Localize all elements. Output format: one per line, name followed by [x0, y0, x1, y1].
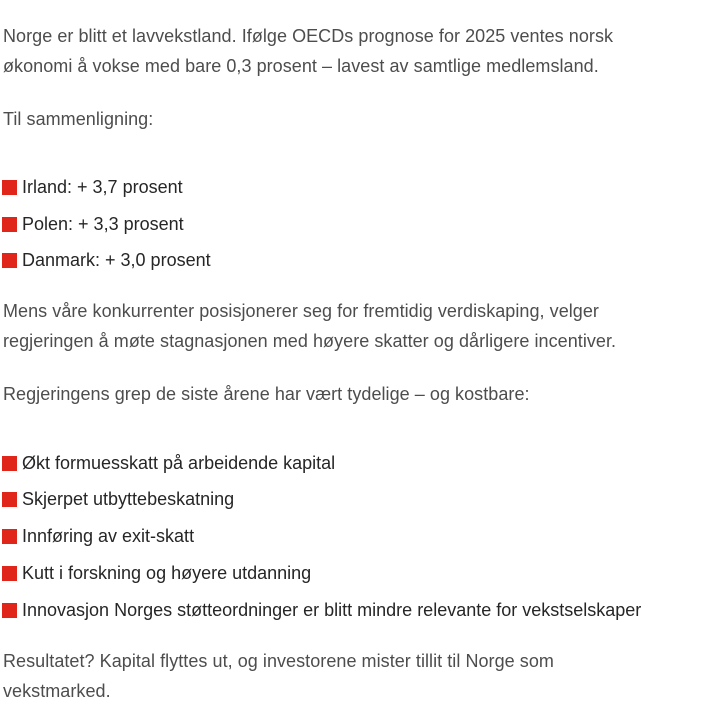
- list-item-text: Økt formuesskatt på arbeidende kapital: [22, 452, 336, 473]
- list-item-text: Kutt i forskning og høyere utdanning: [22, 562, 312, 583]
- list-item-text: Irland: + 3,7 prosent: [22, 176, 183, 197]
- red-square-icon: [2, 456, 17, 471]
- list-item: [2, 212, 184, 236]
- intro-paragraph: Norge er blitt et lavvekstland. Ifølge OECDs prognose for 2025 ventes norsk økonomi å vokse med bare 0,3 prosent – lavest av samtlige medlemsland.: [3, 26, 614, 76]
- list-item-text: Danmark: + 3,0 prosent: [22, 249, 211, 270]
- red-square-icon: [2, 603, 17, 618]
- list-item: [2, 451, 335, 475]
- list-item-text: Skjerpet utbyttebeskatning: [22, 488, 235, 509]
- red-square-icon: [2, 492, 17, 507]
- red-square-icon: [2, 180, 17, 195]
- list-item: [2, 248, 211, 272]
- red-square-icon: [2, 529, 17, 544]
- list-item: [2, 561, 311, 585]
- competitors-paragraph: Mens våre konkurrenter posisjonerer seg for fremtidig verdiskaping, velger regjeringen å møte stagnasjonen med høyere skatter og dårligere incentiver.: [3, 301, 617, 351]
- list-item-text: Innovasjon Norges støtteordninger er blitt mindre relevante for vekstselskaper: [22, 599, 642, 620]
- comparison-lead-paragraph: Til sammenligning:: [3, 109, 154, 129]
- list-item-text: Innføring av exit-skatt: [22, 525, 195, 546]
- list-item: [2, 598, 641, 622]
- red-square-icon: [2, 253, 17, 268]
- measures-lead-paragraph: Regjeringens grep de siste årene har vært tydelige – og kostbare:: [3, 384, 530, 404]
- list-item: [2, 175, 183, 199]
- list-item: [2, 524, 194, 548]
- red-square-icon: [2, 566, 17, 581]
- list-item: [2, 487, 234, 511]
- conclusion-paragraph: Resultatet? Kapital flyttes ut, og investorene mister tillit til Norge som vekstmarked.: [3, 651, 554, 701]
- red-square-icon: [2, 217, 17, 232]
- list-item-text: Polen: + 3,3 prosent: [22, 213, 184, 234]
